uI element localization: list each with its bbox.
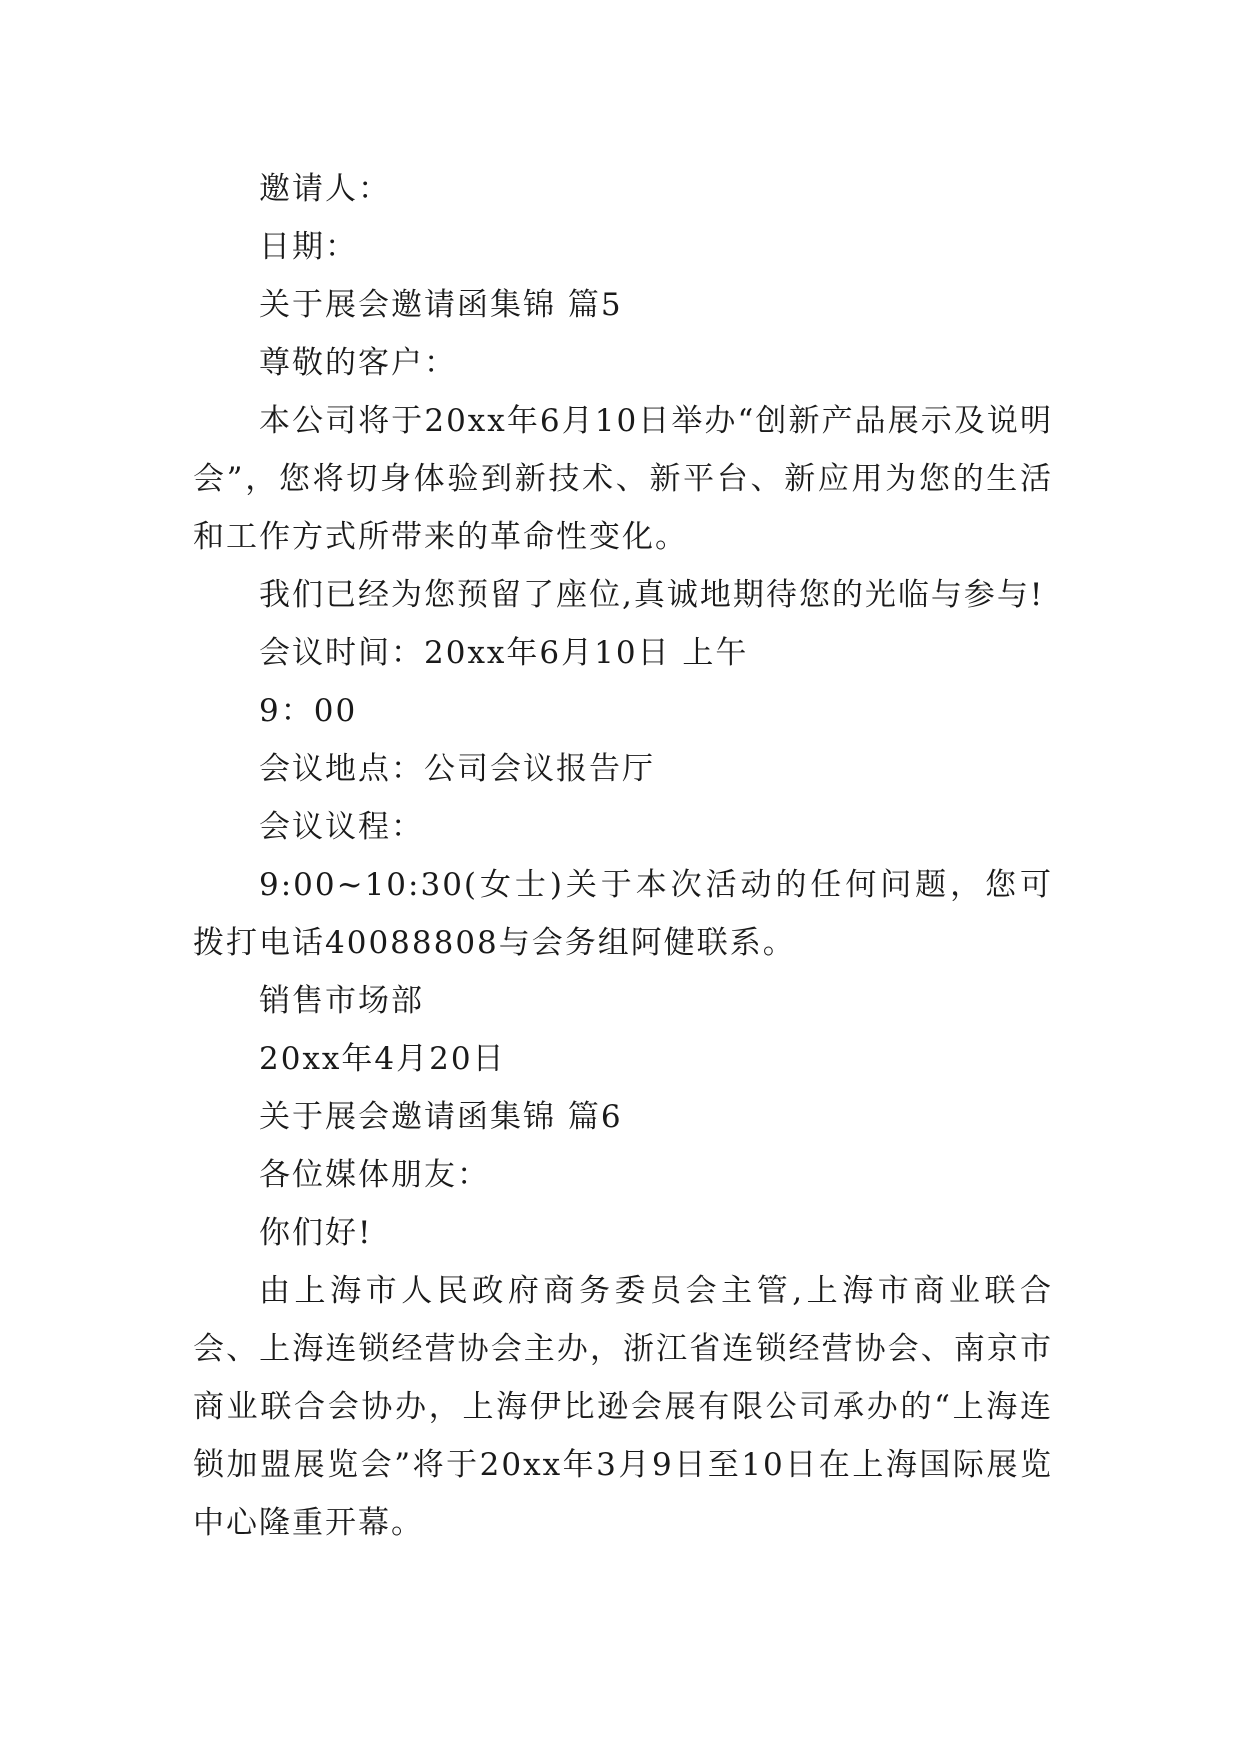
- inviter-line: 邀请人：: [259, 171, 391, 207]
- paragraph-event-intro: 本公司将于20xx年6月10日举办“创新产品展示及说明会”，您将切身体验到新技术、新平台、新应用为您的生活和工作方式所带来的革命性变化。: [193, 403, 1053, 555]
- paragraph-reserved-seat: 我们已经为您预留了座位,真诚地期待您的光临与参与!: [259, 577, 1045, 613]
- paragraph-expo-intro: 由上海市人民政府商务委员会主管,上海市商业联合会、上海连锁经营协会主办，浙江省连锁经营协会、南京市商业联合会协办，上海伊比逊会展有限公司承办的“上海连锁加盟展览会”将于20xx年3月9日至10日在上海国际展览中心隆重开幕。: [193, 1273, 1053, 1541]
- section-heading-6: 关于展会邀请函集锦 篇6: [259, 1099, 623, 1135]
- section-heading-5: 关于展会邀请函集锦 篇5: [259, 287, 623, 323]
- document-body: [193, 160, 1053, 1552]
- meeting-time-line: 会议时间：20xx年6月10日 上午: [259, 635, 749, 671]
- salutation-customer: 尊敬的客户：: [259, 345, 457, 381]
- meeting-time-hour: 9：00: [259, 693, 358, 729]
- signature-department: 销售市场部: [259, 983, 424, 1019]
- signature-date: 20xx年4月20日: [259, 1041, 506, 1077]
- paragraph-contact-info: 9:00~10:30(女士)关于本次活动的任何问题，您可拨打电话40088808与会务组阿健联系。: [193, 867, 1053, 961]
- meeting-location-line: 会议地点：公司会议报告厅: [259, 751, 655, 787]
- meeting-agenda-line: 会议议程：: [259, 809, 424, 845]
- salutation-media: 各位媒体朋友：: [259, 1157, 490, 1193]
- greeting-line: 你们好!: [259, 1215, 373, 1251]
- date-line: 日期：: [259, 229, 358, 265]
